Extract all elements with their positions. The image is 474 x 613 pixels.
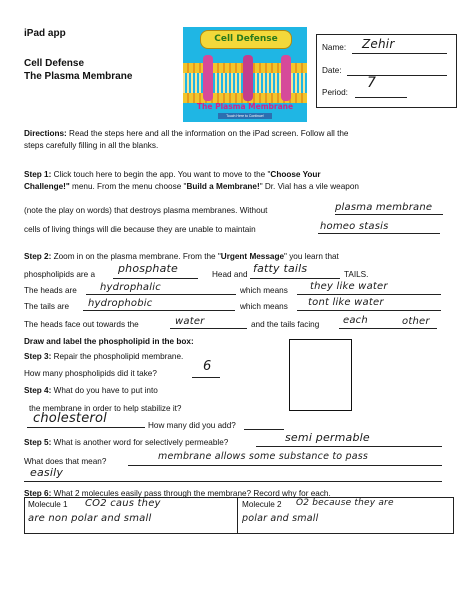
step2-message-name: Urgent Message <box>220 252 285 261</box>
step2-answer-heads-mean[interactable]: they like water <box>310 281 388 292</box>
molecule-table <box>24 497 454 534</box>
step3-line1 <box>24 351 183 362</box>
step1-text: menu. From the menu choose " <box>69 182 187 191</box>
step1-line1 <box>24 169 321 180</box>
answer-line <box>128 465 442 466</box>
step3-label: Step 3: <box>24 352 52 361</box>
step1-text: " Dr. Vial has a vile weapon <box>259 182 359 191</box>
header-title: Cell Defense <box>24 58 85 69</box>
directions-label: Directions: <box>24 129 67 138</box>
answer-line <box>170 328 247 329</box>
step1-label: Step 1: <box>24 170 52 179</box>
draw-label: Draw and label the phospholipid in the box: <box>24 337 194 346</box>
answer-line <box>256 446 442 447</box>
answer-line <box>250 278 340 279</box>
step5-answer2a[interactable]: membrane allows some substance to pass <box>158 451 369 462</box>
molecule1-cell[interactable] <box>25 498 238 533</box>
step3-text: Repair the phospholipid membrane. <box>51 352 184 361</box>
step2-answer-tails-are[interactable]: hydrophobic <box>88 298 153 309</box>
protein-icon <box>281 55 291 101</box>
answer-line <box>335 214 443 215</box>
name-label: Name: <box>322 43 347 52</box>
step2-line5a: The heads face out towards the <box>24 320 139 329</box>
answer-line <box>297 294 441 295</box>
answer-line <box>83 310 235 311</box>
molecule1-answer2[interactable]: are non polar and small <box>28 513 152 524</box>
step1-menu-name: Choose Your <box>270 170 321 179</box>
step4-answer[interactable]: cholesterol <box>33 411 107 426</box>
step5-label: Step 5: <box>24 438 52 447</box>
app-banner-image <box>183 27 307 122</box>
step5-line1 <box>24 437 228 448</box>
step5-answer2b[interactable]: easily <box>30 466 64 479</box>
step6-question: What 2 molecules easily pass through the membrane? Record why for each. <box>51 489 331 498</box>
step2-line5b: and the tails facing <box>251 320 320 329</box>
step1-answer2[interactable]: homeo stasis <box>320 221 389 232</box>
step2-line1 <box>24 251 339 262</box>
answer-line <box>24 481 442 482</box>
molecule2-answer2[interactable]: polar and small <box>242 513 319 524</box>
answer-line <box>318 233 440 234</box>
step2-line2c: TAILS. <box>344 270 369 279</box>
answer-line <box>339 328 437 329</box>
molecule2-label: Molecule 2 <box>242 500 282 509</box>
step2-text: " you learn that <box>284 252 339 261</box>
step3-answer[interactable]: 6 <box>203 359 212 374</box>
step5-question2: What does that mean? <box>24 457 107 466</box>
step2-line2a: phospholipids are a <box>24 270 96 279</box>
step2-answer-facing1[interactable]: each <box>343 315 368 326</box>
answer-line <box>244 429 284 430</box>
period-value[interactable]: 7 <box>367 75 377 91</box>
banner-subtitle: The Plasma Membrane <box>196 102 294 111</box>
step1-text: Click touch here to begin the app. You want to move to the " <box>51 170 271 179</box>
step2-answer-face[interactable]: water <box>175 316 205 327</box>
step2-line4b: which means <box>240 302 288 311</box>
molecule2-answer1[interactable]: O2 because they are <box>296 498 394 508</box>
banner-title: Cell Defense <box>200 30 292 49</box>
step5-answer1[interactable]: semi permable <box>285 431 370 444</box>
date-line <box>347 75 447 76</box>
molecule1-answer1[interactable]: CO2 caus they <box>85 498 161 509</box>
step2-text: Zoom in on the plasma membrane. From the " <box>51 252 221 261</box>
step1-line4: cells of living things will die because they are unable to maintain <box>24 225 256 234</box>
protein-icon <box>243 55 253 101</box>
drawing-box[interactable] <box>289 339 352 411</box>
step2-answer-tail[interactable]: fatty tails <box>253 262 308 275</box>
step2-line3b: which means <box>240 286 288 295</box>
step2-label: Step 2: <box>24 252 52 261</box>
step3-question: How many phospholipids did it take? <box>24 369 157 378</box>
header-subtitle: The Plasma Membrane <box>24 71 133 82</box>
step1-choice: Build a Membrane! <box>186 182 260 191</box>
step2-answer-heads-are[interactable]: hydrophalic <box>100 282 161 293</box>
step4-line1 <box>24 385 158 396</box>
name-value[interactable]: Zehir <box>362 37 395 51</box>
directions-text2: steps carefully filling in all the blanks. <box>24 141 159 150</box>
name-line <box>352 53 447 54</box>
step4-text: What do you have to put into <box>51 386 158 395</box>
step2-answer-facing2[interactable]: other <box>402 316 430 327</box>
directions-line1 <box>24 128 349 139</box>
step2-answer-tails-mean[interactable]: tont like water <box>308 297 384 308</box>
step6-label: Step 6: <box>24 489 52 498</box>
answer-line <box>113 278 198 279</box>
molecule1-label: Molecule 1 <box>28 500 68 509</box>
answer-line <box>86 294 236 295</box>
step4-question2: How many did you add? <box>148 421 236 430</box>
step1-answer1[interactable]: plasma membrane <box>335 202 433 213</box>
answer-line <box>297 310 441 311</box>
step5-question1: What is another word for selectively permeable? <box>51 438 229 447</box>
step2-answer-head[interactable]: phosphate <box>118 262 178 275</box>
answer-line <box>192 377 220 378</box>
protein-icon <box>203 55 213 101</box>
step4-line2: the membrane in order to help stabilize it? <box>29 404 182 413</box>
period-line <box>355 97 407 98</box>
molecule2-cell[interactable] <box>238 498 453 533</box>
header-app: iPad app <box>24 28 66 39</box>
step2-line3a: The heads are <box>24 286 77 295</box>
step2-line4a: The tails are <box>24 302 70 311</box>
step1-line2 <box>24 181 359 192</box>
period-label: Period: <box>322 88 348 97</box>
touch-button[interactable]: Touch Here to Continue! <box>218 113 272 119</box>
directions-text1: Read the steps here and all the information on the iPad screen. Follow all the <box>66 129 349 138</box>
step2-line2b: Head and <box>212 270 248 279</box>
step1-line3: (note the play on words) that destroys plasma membranes. Without <box>24 206 268 215</box>
student-info-box <box>316 34 457 108</box>
step4-label: Step 4: <box>24 386 52 395</box>
date-label: Date: <box>322 66 342 75</box>
step1-menu-name-end: Challenge!" <box>24 182 70 191</box>
answer-line <box>27 427 145 428</box>
